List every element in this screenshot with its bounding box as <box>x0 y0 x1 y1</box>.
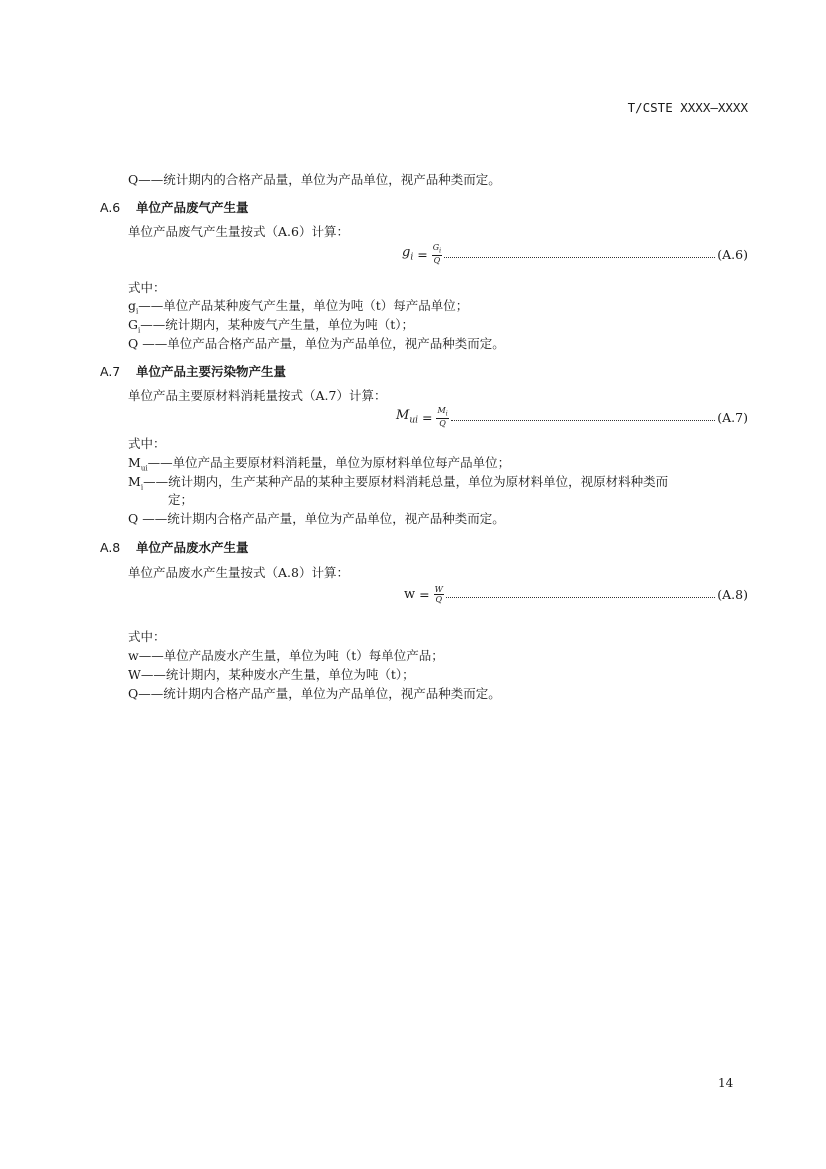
fraction: $\frac{W}{Q}$ <box>434 584 443 604</box>
section-number: A.7 <box>100 364 121 379</box>
dot-leader <box>444 257 715 258</box>
page-number: 14 <box>718 1076 734 1090</box>
definition-a8-1: w——单位产品废水产生量，单位为吨（t）每单位产品； <box>128 648 444 663</box>
formula-lhs: $M_{ui}$ <box>396 408 418 426</box>
equation-tag: (A.8) <box>717 586 748 602</box>
where-label-a6: 式中： <box>128 280 166 295</box>
formula-lhs: $g_i$ <box>402 245 414 263</box>
section-heading-a7 <box>100 362 286 380</box>
section-number: A.6 <box>100 200 121 215</box>
where-label-a8: 式中： <box>128 629 166 644</box>
section-title: 单位产品废气产生量 <box>136 200 249 215</box>
definition-a7-3: Q ——统计期内合格产品产量，单位为产品单位，视产品种类而定。 <box>128 511 505 526</box>
section-heading-a6 <box>100 198 249 216</box>
formula-intro-a7: 单位产品主要原材料消耗量按式（A.7）计算： <box>128 388 387 403</box>
dot-leader <box>446 597 715 598</box>
definition-a7-2: $M_i——$统计期内，生产某种产品的某种主要原材料消耗总量，单位为原材料单位，视原材料种类而 <box>128 474 669 492</box>
definition-a6-1: $g_i——$单位产品某种废气产生量，单位为吨（t）每产品单位； <box>128 298 469 316</box>
definition-a8-3: Q——统计期内合格产品产量，单位为产品单位，视产品种类而定。 <box>128 686 501 701</box>
formula-lhs: w <box>404 586 416 602</box>
dot-leader <box>451 420 716 421</box>
equation-tag: (A.6) <box>717 246 748 262</box>
where-label-a7: 式中： <box>128 436 166 451</box>
fraction: $\frac{M_i}{Q}$ <box>437 405 448 429</box>
standard-code: T/CSTE XXXX—XXXX <box>627 100 748 115</box>
definition-a7-2-continued: 定； <box>168 492 194 507</box>
equals-sign: = <box>417 246 428 262</box>
formula-a6 <box>402 243 748 265</box>
section-number: A.8 <box>100 540 121 555</box>
formula-a8 <box>404 583 748 605</box>
formula-intro-a6: 单位产品废气产生量按式（A.6）计算： <box>128 224 349 239</box>
section-title: 单位产品主要污染物产生量 <box>136 364 287 379</box>
fraction: $\frac{G_i}{Q}$ <box>432 242 442 266</box>
definition-q-top: Q——统计期内的合格产品量，单位为产品单位，视产品种类而定。 <box>128 172 501 187</box>
definition-a8-2: W——统计期内，某种废水产生量，单位为吨（t）； <box>128 667 415 682</box>
equals-sign: = <box>419 586 430 602</box>
section-heading-a8 <box>100 538 249 556</box>
formula-a7 <box>396 406 748 428</box>
definition-a7-1: $M_{ui}——$单位产品主要原材料消耗量，单位为原材料单位每产品单位； <box>128 455 511 473</box>
equation-tag: (A.7) <box>717 409 748 425</box>
section-title: 单位产品废水产生量 <box>136 540 249 555</box>
definition-a6-2: $G_i——$统计期内，某种废气产生量，单位为吨（t）； <box>128 317 415 335</box>
equals-sign: = <box>422 409 433 425</box>
definition-a6-3: Q ——单位产品合格产品产量，单位为产品单位，视产品种类而定。 <box>128 336 505 351</box>
formula-intro-a8: 单位产品废水产生量按式（A.8）计算： <box>128 565 349 580</box>
